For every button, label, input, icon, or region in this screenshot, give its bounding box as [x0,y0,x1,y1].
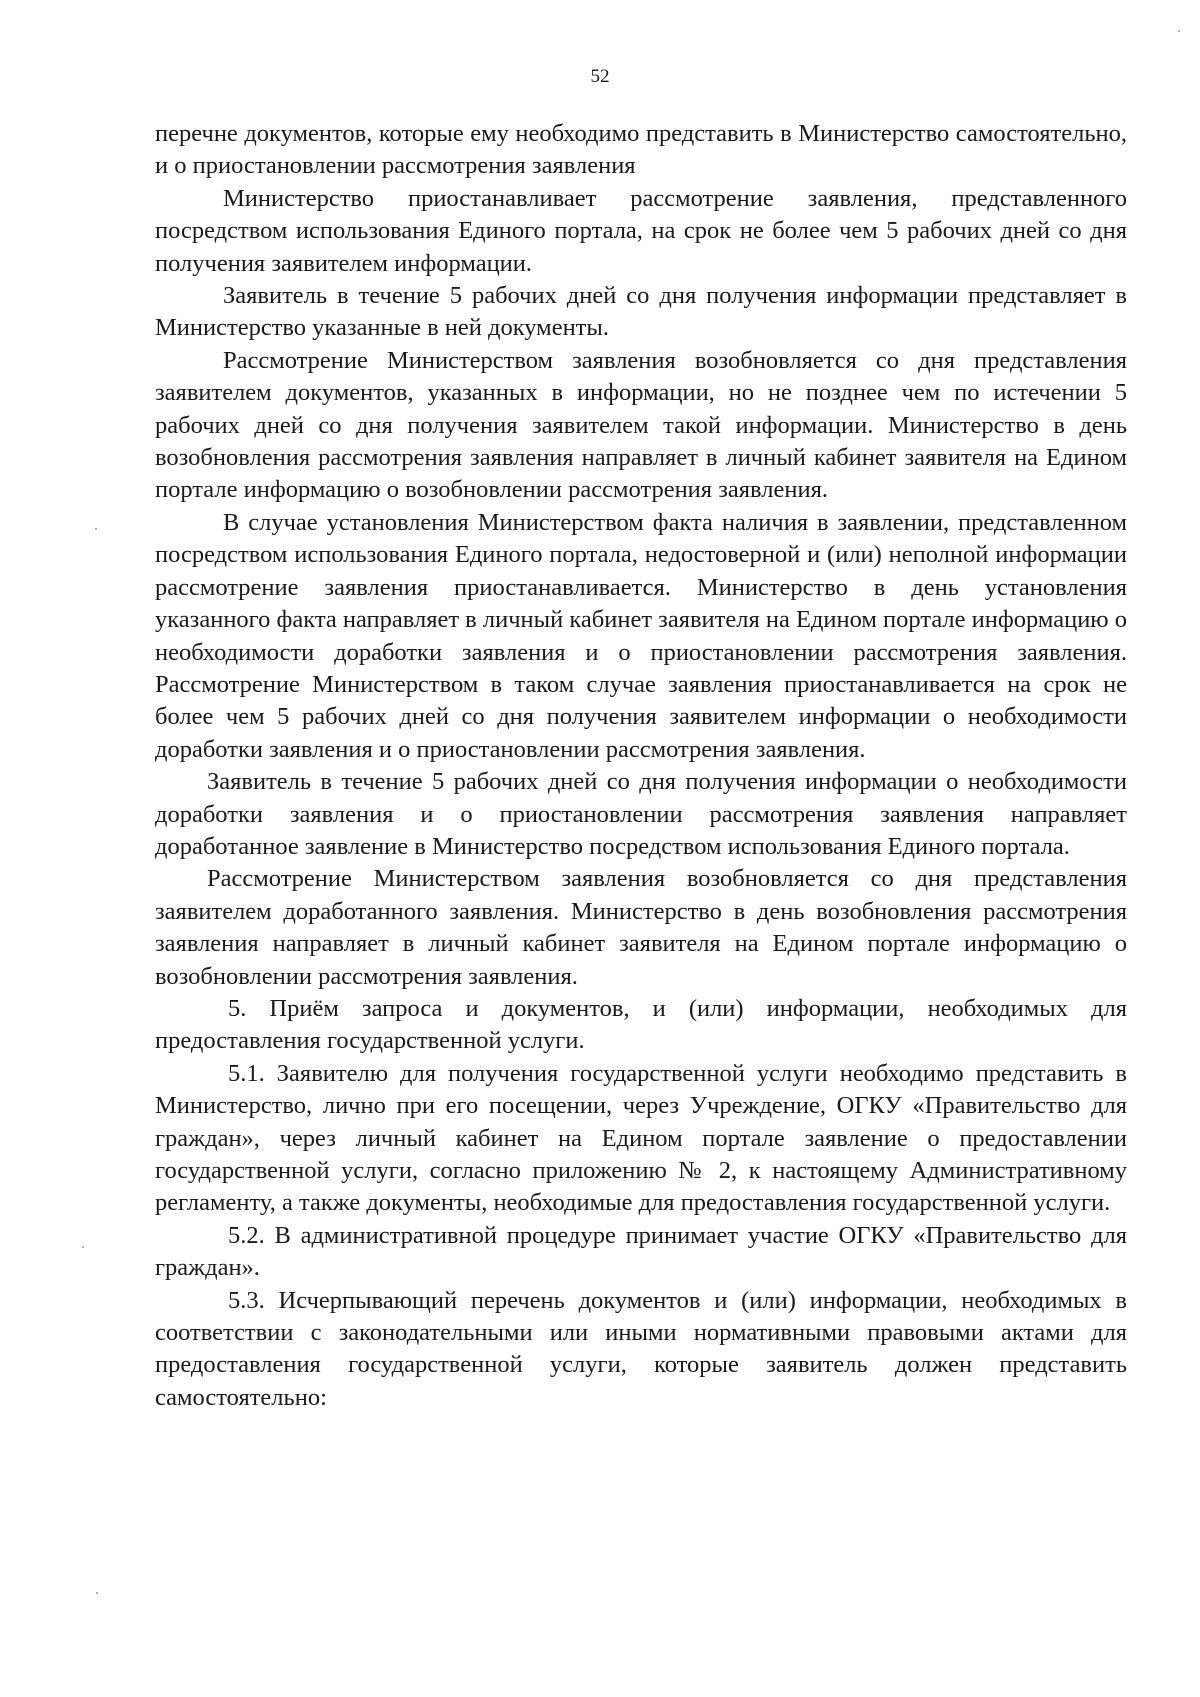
section-5-1: 5.1. Заявителю для получения государственной услуги необходимо представить в Министерство, лично при его посещении, через Учреждение, ОГКУ «Правительство для граждан», через личный кабинет на Едином портале заявление о предоставлении государственной услуги, согласно приложению № 2, к настоящему Административному регламенту, а также документы, необходимые для предоставления государственной услуги. [155,1059,1127,1217]
page-number: 52 [590,66,610,87]
paragraph-inaccurate-info: В случае установления Министерством факта наличия в заявлении, представленном посредством использования Единого портала, недостоверной и (или) неполной информации рассмотрение заявления приостанавливается. Министерство в день установления указанного факта направляет в личный кабинет заявителя на Едином портале информацию о необходимости доработки заявления и о приостановлении рассмотрения заявления. Рассмотрение Министерством в таком случае заявления приостанавливается на срок не более чем 5 рабочих дней со дня получения заявителем информации о необходимости доработки заявления и о приостановлении рассмотрения заявления. [155,508,1127,763]
paragraph-continuation: перечне документов, которые ему необходимо представить в Министерство самостоятельно, и о приостановлении рассмотрения заявления [155,120,1127,180]
paragraph-resumption-revised: Рассмотрение Министерством заявления возобновляется со дня представления заявителем доработанного заявления. Министерство в день возобновления рассмотрения заявления направляет в личный кабинет заявителя на Едином портале информацию о возобновлении рассмотрения заявления. [155,865,1127,990]
section-5-3: 5.3. Исчерпывающий перечень документов и (или) информации, необходимых в соответствии с законодательными или иными нормативными правовыми актами для предоставления государственной услуги, которые заявитель должен представить самостоятельно: [155,1286,1127,1411]
section-5-heading: 5. Приём запроса и документов, и (или) информации, необходимых для предоставления государственной услуги. [155,994,1127,1055]
scan-speck [96,1592,98,1594]
scan-speck [1178,30,1180,32]
paragraph-suspension: Министерство приостанавливает рассмотрение заявления, представленного посредством использования Единого портала, на срок не более чем 5 рабочих дней со дня получения заявителем информации. [155,184,1127,277]
document-body [155,118,1127,1414]
paragraph-resumption: Рассмотрение Министерством заявления возобновляется со дня представления заявителем документов, указанных в информации, но не позднее чем по истечении 5 рабочих дней со дня получения заявителем такой информации. Министерство в день возобновления рассмотрения заявления направляет в личный кабинет заявителя на Едином портале информацию о возобновлении рассмотрения заявления. [155,346,1127,504]
paragraph-revised-application: Заявитель в течение 5 рабочих дней со дня получения информации о необходимости доработки заявления и о приостановлении рассмотрения заявления направляет доработанное заявление в Министерство посредством использования Единого портала. [155,768,1127,860]
scan-speck [82,1246,84,1248]
paragraph-applicant-submits: Заявитель в течение 5 рабочих дней со дня получения информации представляет в Министерство указанные в ней документы. [155,282,1127,342]
section-5-2: 5.2. В административной процедуре принимает участие ОГКУ «Правительство для граждан». [155,1221,1127,1282]
scan-speck [95,528,97,530]
